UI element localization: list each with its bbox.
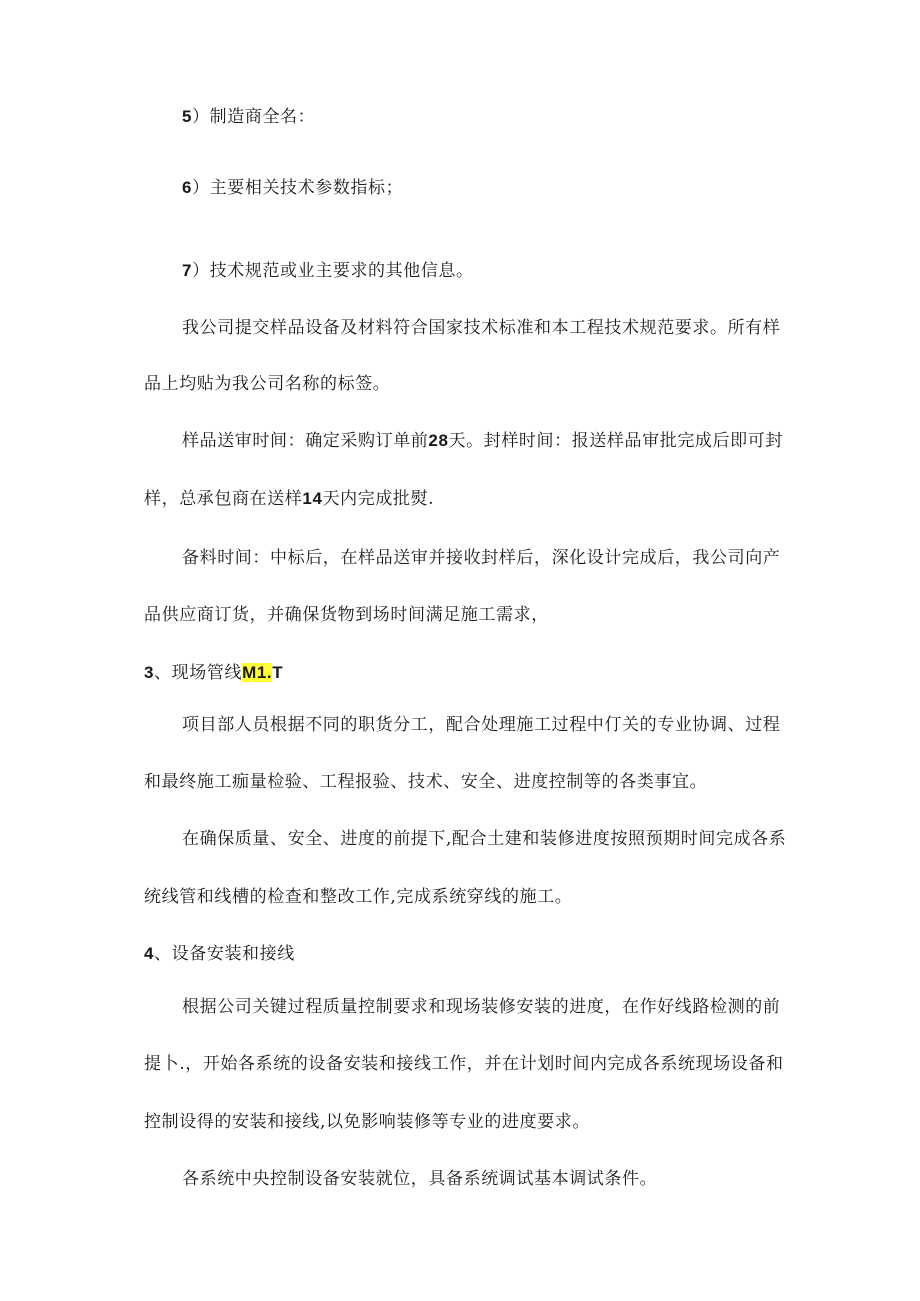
section-heading-3 xyxy=(144,662,283,684)
list-text: ）制造商全名： xyxy=(192,107,316,127)
section-number: 3 xyxy=(144,663,155,682)
section-heading-4 xyxy=(144,943,295,965)
highlighted-text: M1. xyxy=(242,663,273,682)
timing-text: 天内完成批熨. xyxy=(322,489,435,509)
timing-days-number: 28 xyxy=(428,431,449,450)
paragraph-quality-line-1: 在确保质量、安全、进度的前提下,配合土建和装修进度按照预期时间完成各系 xyxy=(182,829,787,849)
list-text: ）技术规范或业主要求的其他信息。 xyxy=(192,261,474,281)
paragraph-samples-line-2: 品上均贴为我公司名称的标签。 xyxy=(144,374,391,394)
timing-days-number: 14 xyxy=(302,489,323,508)
paragraph-staff-line-2: 和最终施工痂量检验、工程报验、技术、安全、进度控制等的各类事宜。 xyxy=(144,772,708,792)
list-number: 7 xyxy=(182,261,193,280)
list-number: 6 xyxy=(182,178,193,197)
timing-text: 样品送审时间：确定采购订单前 xyxy=(182,431,429,451)
paragraph-quality-line-2: 统线管和线槽的检查和整改工作,完成系统穿线的施工。 xyxy=(144,887,573,907)
paragraph-install-line-1: 根据公司关键过程质量控制要求和现场装修安装的进度，在作好线路检测的前 xyxy=(182,997,781,1017)
paragraph-center-line-1: 各系统中央控制设备安装就位，具备系统调试基本调试条件。 xyxy=(182,1169,658,1189)
timing-text: 天。封样时间：报送样品审批完成后即可封 xyxy=(448,431,783,451)
paragraph-stock-line-1: 备料时间：中标后，在样品送审并接收封样后，深化设计完成后，我公司向产 xyxy=(182,548,781,568)
paragraph-install-line-2: 提卜.，开始各系统的设备安装和接线工作，并在计划时间内完成各系统现场设备和 xyxy=(144,1054,784,1074)
timing-text: 样，总承包商在送样 xyxy=(144,489,303,509)
section-title: 、现场管线 xyxy=(154,663,243,683)
paragraph-timing-line-1 xyxy=(182,430,783,452)
list-item-5 xyxy=(182,106,315,128)
list-number: 5 xyxy=(182,107,193,126)
list-item-7 xyxy=(182,260,474,282)
list-item-6 xyxy=(182,177,403,199)
section-suffix: T xyxy=(272,663,284,682)
section-title: 、设备安装和接线 xyxy=(154,944,295,964)
section-number: 4 xyxy=(144,944,155,963)
paragraph-install-line-3: 控制设得的安装和接线,以免影响装修等专业的进度要求。 xyxy=(144,1112,591,1132)
paragraph-staff-line-1: 项目部人员根据不同的职货分工，配合处理施工过程中仃关的专业协调、过程 xyxy=(182,715,781,735)
paragraph-samples-line-1: 我公司提交样品设备及材料符合国家技术标准和本工程技术规范要求。所有样 xyxy=(182,318,781,338)
paragraph-timing-line-2 xyxy=(144,488,434,510)
list-text: ）主要相关技术参数指标； xyxy=(192,178,404,198)
paragraph-stock-line-2: 品供应商订货，并确保货物到场时间满足施工需求， xyxy=(144,605,549,625)
